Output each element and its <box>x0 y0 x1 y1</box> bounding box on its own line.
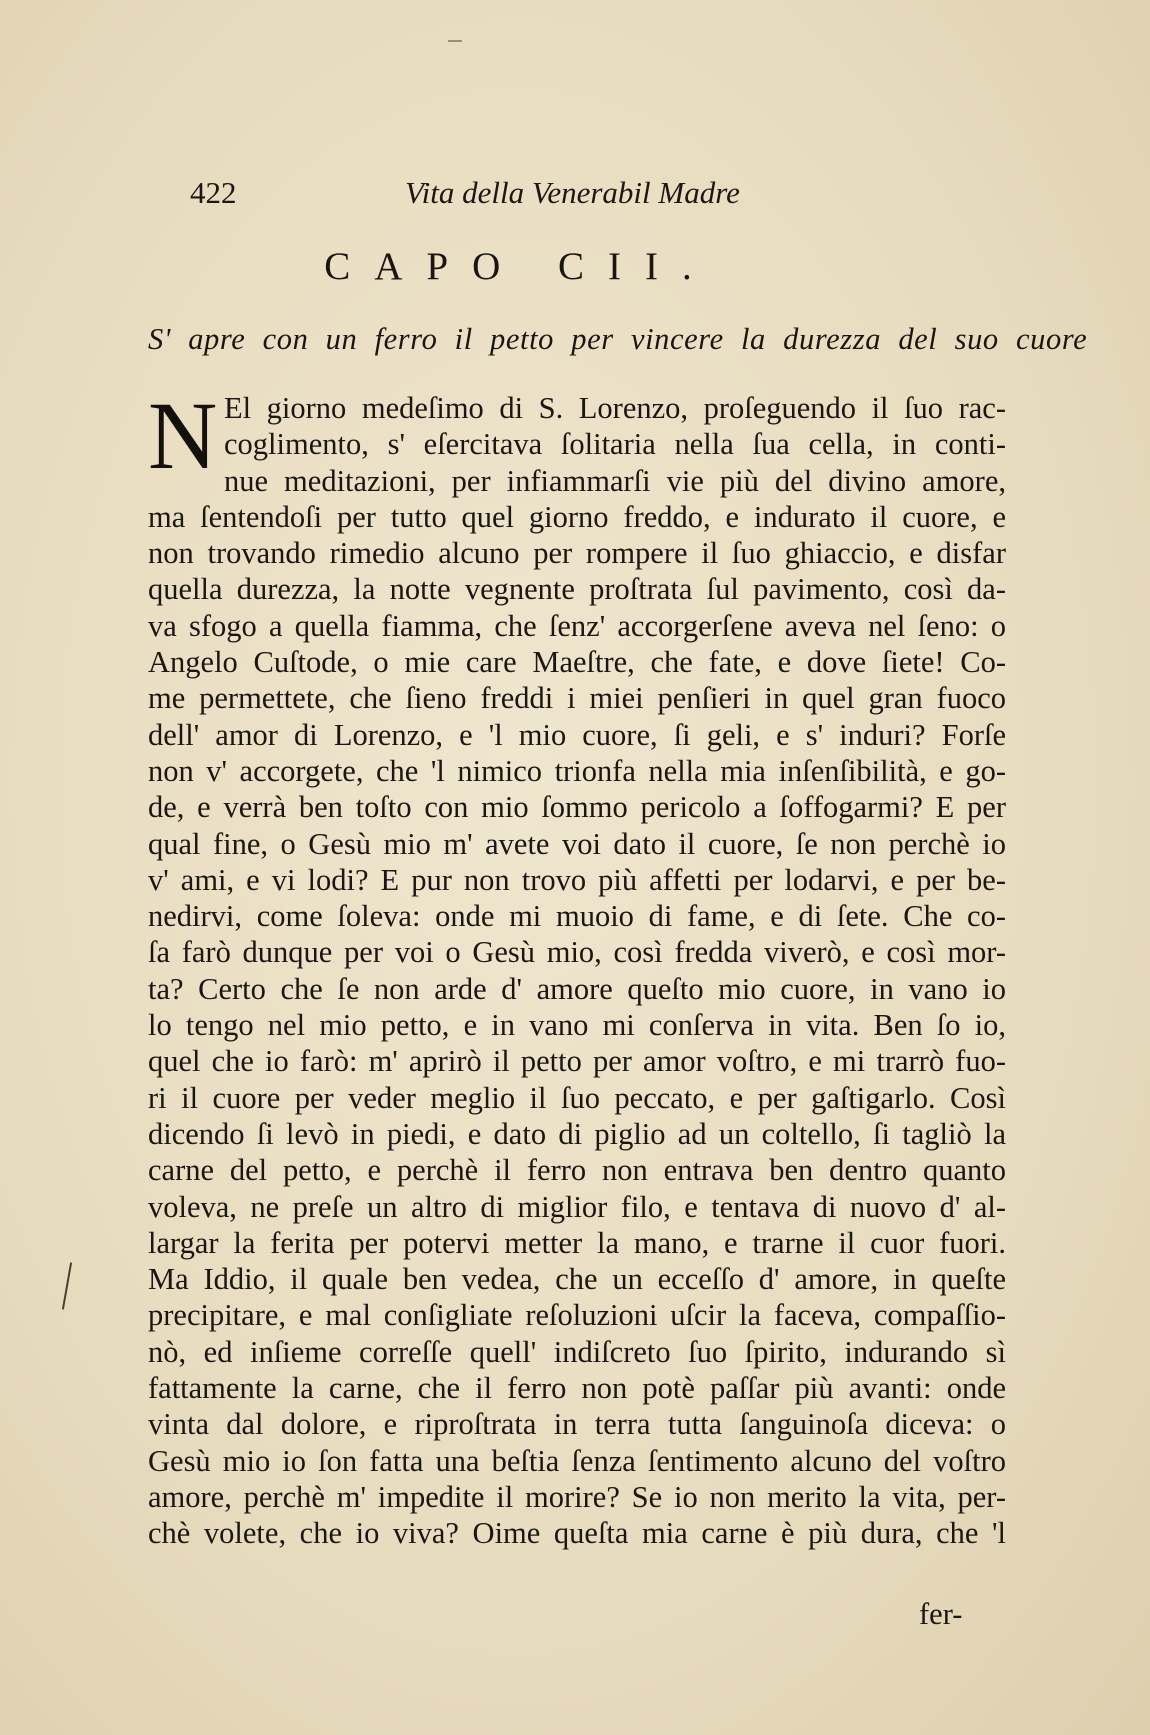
text-line: va sfogo a quella fiamma, che ſenz' accorgerſene aveva nel ſeno: o <box>148 608 1006 643</box>
text-line: lo tengo nel mio petto, e in vano mi conſerva in vita. Ben ſo io, <box>148 1008 1006 1043</box>
text-line: Gesù mio io ſon fatta una beſtia ſenza ſentimento alcuno del voſtro <box>148 1443 1006 1478</box>
chapter-subtitle: S' apre con un ferro il petto per vincere la durezza del suo cuore <box>148 322 1088 356</box>
text-line: v' ami, e vi lodi? E pur non trovo più affetti per lodarvi, e per be- <box>148 862 1006 897</box>
text-line: ſa farò dunque per voi o Gesù mio, così fredda viverò, e così mor- <box>148 935 1006 970</box>
catchword: fer- <box>919 1597 963 1631</box>
text-line: amore, perchè m' impedite il morire? Se io non merito la vita, per- <box>148 1479 1006 1514</box>
text-line: dicendo ſi levò in piedi, e dato di piglio ad un coltello, ſi tagliò la <box>148 1116 1006 1151</box>
text-line: me permettete, che ſieno freddi i miei penſieri in quel gran fuoco <box>148 681 1006 716</box>
page-number: 422 <box>190 175 237 210</box>
text-line: ma ſentendoſi per tutto quel giorno freddo, e indurato il cuore, e <box>148 499 1006 534</box>
text-line: quella durezza, la notte vegnente proſtrata ſul pavimento, così da- <box>148 572 1006 607</box>
text-line: coglimento, s' eſercitava ſolitaria nella ſua cella, in conti- <box>224 427 1006 462</box>
drop-cap: N <box>148 382 218 489</box>
text-line: non v' accorgete, che 'l nimico trionfa nella mia inſenſibilità, e go- <box>148 753 1006 788</box>
text-line: qual fine, o Gesù mio m' avete voi dato il cuore, ſe non perchè io <box>148 826 1006 861</box>
text-line: voleva, ne preſe un altro di miglior filo, e tentava di nuovo d' al- <box>148 1189 1006 1224</box>
text-line: ta? Certo che ſe non arde d' amore queſto mio cuore, in vano io <box>148 971 1006 1006</box>
text-line: Ma Iddio, il quale ben vedea, che un ecceſſo d' amore, in queſte <box>148 1262 1006 1297</box>
text-line: Angelo Cuſtode, o mie care Maeſtre, che fate, e dove ſiete! Co- <box>148 645 1006 680</box>
text-line: El giorno medeſimo di S. Lorenzo, proſeguendo il ſuo rac- <box>224 391 1006 425</box>
text-line: vinta dal dolore, e riproſtrata in terra tutta ſanguinoſa diceva: o <box>148 1407 1006 1442</box>
text-line: de, e verrà ben toſto con mio ſommo pericolo a ſoffogarmi? E per <box>148 790 1006 825</box>
text-line: quel che io farò: m' aprirò il petto per amor voſtro, e mi trarrò fuo- <box>148 1044 1006 1079</box>
text-line: chè volete, che io viva? Oime queſta mia carne è più dura, che 'l <box>148 1516 1006 1551</box>
text-line: carne del petto, e perchè il ferro non entrava ben dentro quanto <box>148 1153 1006 1188</box>
margin-ink-stroke <box>62 1262 72 1310</box>
text-line: nedirvi, come ſoleva: onde mi muoio di fame, e di ſete. Che co- <box>148 899 1006 934</box>
text-line: fattamente la carne, che il ferro non potè paſſar più avanti: onde <box>148 1371 1006 1406</box>
running-head <box>190 175 790 215</box>
text-line: non trovando rimedio alcuno per rompere il ſuo ghiaccio, e disfar <box>148 536 1006 571</box>
text-line: nue meditazioni, per infiammarſi vie più del divino amore, <box>224 463 1006 498</box>
text-line: precipitare, e mal conſigliate reſoluzioni uſcir la faceva, compaſſio- <box>148 1298 1006 1333</box>
top-margin-mark <box>448 40 462 42</box>
body-text <box>148 382 1006 1552</box>
chapter-title: CAPO CII. <box>324 245 716 288</box>
text-line: largar la ferita per potervi metter la mano, e trarne il cuor fuori. <box>148 1225 1006 1260</box>
text-line: nò, ed inſieme correſſe quell' indiſcreto ſuo ſpirito, indurando sì <box>148 1334 1006 1369</box>
text-line: dell' amor di Lorenzo, e 'l mio cuore, ſi geli, e s' induri? Forſe <box>148 717 1006 752</box>
running-title: Vita della Venerabil Madre <box>405 175 740 210</box>
text-line: ri il cuore per veder meglio il ſuo peccato, e per gaſtigarlo. Così <box>148 1080 1006 1115</box>
